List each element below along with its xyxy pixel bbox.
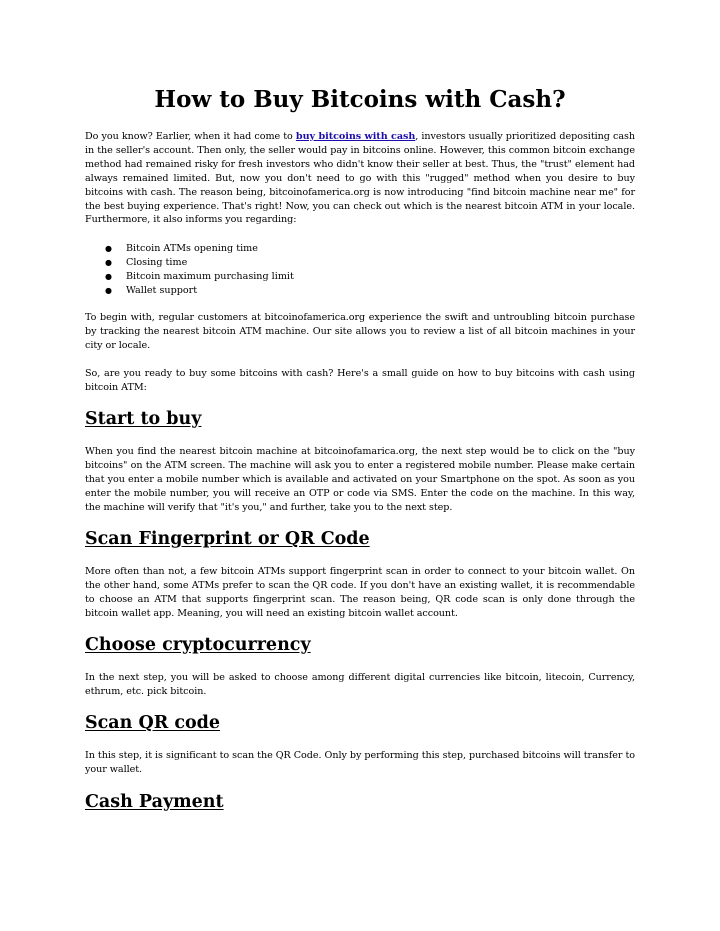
section-paragraph: When you find the nearest bitcoin machine at bitcoinofamarica.org, the next step would be to click on the "buy bitcoins" on the ATM screen. The machine will ask you to enter a registered mobile number. Please make certain that you enter a mobile number which is available and activated on your Smartphone on the spot. As soon as you enter the mobile number, you will receive an OTP or code via SMS. Enter the code on the machine. In this way, the machine will verify that "it's you," and further, take you to the next step.	[85, 446, 635, 513]
section-paragraph: In the next step, you will be asked to choose among different digital currencies like bitcoin, litecoin, Currency, ethrum, etc. pick bitcoin.	[85, 672, 635, 697]
bullet-icon: ●	[105, 257, 112, 267]
list-item-label: Bitcoin maximum purchasing limit	[126, 270, 294, 282]
section-heading: Scan QR code	[85, 713, 221, 733]
paragraph-2: To begin with, regular customers at bitcoinofamerica.org experience the swift and untroubling bitcoin purchase by tracking the nearest bitcoin ATM machine. Our site allows you to review a list of all bitcoin machines in your city or locale.	[85, 312, 635, 351]
section-scan-qr-code-body	[85, 749, 635, 777]
list-item-label: Wallet support	[126, 284, 198, 296]
feature-list-block	[85, 242, 635, 298]
paragraph-2-block	[85, 311, 635, 353]
section-start-to-buy	[85, 407, 635, 431]
intro-text-after-link: , investors usually prioritized depositing cash in the seller's account. Then only, the seller would pay in bitcoins online. However, this common bitcoin exchange method had remained risky for fresh investors who didn't know their seller at best. Thus, the "trust" element had always remained limited. But, now you don't need to go with this "rugged" method when you desire to buy bitcoins with cash. The reason being, bitcoinofamerica.org is now introducing "find bitcoin machine near me" for the best buying experience. That's right! Now, you can check out which is the nearest bitcoin ATM in your locale. Furthermore, it also informs you regarding:	[85, 131, 635, 226]
section-heading: Choose cryptocurrency	[85, 635, 311, 655]
intro-paragraph-block	[85, 130, 635, 227]
section-choose-cryptocurrency	[85, 633, 635, 657]
section-start-to-buy-body	[85, 445, 635, 515]
list-item	[85, 284, 635, 298]
section-scan-fingerprint	[85, 527, 635, 551]
section-paragraph: In this step, it is significant to scan the QR Code. Only by performing this step, purchased bitcoins will transfer to your wallet.	[85, 750, 635, 775]
paragraph-3: So, are you ready to buy some bitcoins with cash? Here's a small guide on how to buy bitcoins with cash using bitcoin ATM:	[85, 368, 635, 393]
section-paragraph: More often than not, a few bitcoin ATMs support fingerprint scan in order to connect to your bitcoin wallet. On the other hand, some ATMs prefer to scan the QR code. If you don't have an existing wallet, it is recommendable to choose an ATM that supports fingerprint scan. The reason being, QR code scan is only done through the bitcoin wallet app. Meaning, you will need an existing bitcoin wallet account.	[85, 566, 635, 619]
section-choose-cryptocurrency-body	[85, 671, 635, 699]
list-item	[85, 270, 635, 284]
bullet-icon: ●	[105, 285, 112, 295]
list-item	[85, 256, 635, 270]
intro-paragraph	[85, 130, 635, 227]
intro-text-before-link: Do you know? Earlier, when it had come to	[85, 131, 296, 142]
bullet-icon: ●	[105, 271, 112, 281]
bullet-icon: ●	[105, 244, 112, 253]
buy-bitcoins-with-cash-link[interactable]: buy bitcoins with cash	[295, 131, 416, 142]
page-title: How to Buy Bitcoins with Cash?	[154, 86, 566, 113]
list-item	[85, 242, 635, 256]
section-heading: Cash Payment	[85, 792, 224, 812]
section-heading: Scan Fingerprint or QR Code	[85, 529, 370, 549]
section-scan-fingerprint-body	[85, 565, 635, 621]
list-item-label: Closing time	[126, 256, 188, 268]
feature-list	[85, 242, 635, 298]
paragraph-3-block	[85, 367, 635, 395]
section-cash-payment	[85, 790, 635, 814]
list-item-label: Bitcoin ATMs opening time	[126, 243, 258, 254]
section-scan-qr-code	[85, 711, 635, 735]
section-heading: Start to buy	[85, 409, 202, 429]
